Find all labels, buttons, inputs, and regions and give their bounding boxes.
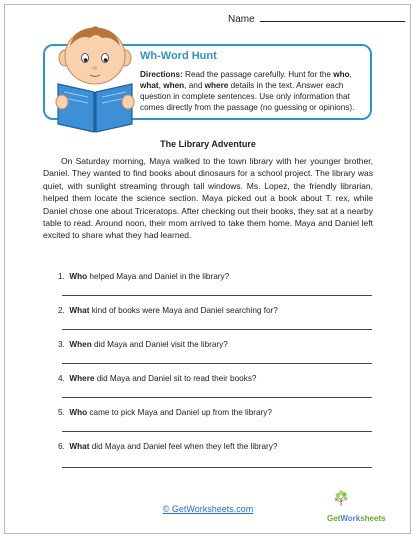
question-3 [58,340,228,349]
getworksheets-logo [327,514,386,523]
directions-what: what [140,81,159,90]
question-4 [58,374,256,383]
question-text: did Maya and Daniel sit to read their books? [94,374,257,383]
question-text: did Maya and Daniel feel when they left the library? [89,442,278,451]
question-number: 1. [58,272,65,281]
question-wh-word: What [69,306,90,315]
footer-copyright-link[interactable]: © GetWorksheets.com [162,504,254,514]
question-1 [58,272,229,281]
directions-sep1: , [349,70,352,79]
question-wh-word: Where [69,374,95,383]
directions-part1: Read the passage carefully. Hunt for the [185,70,334,79]
passage-text: On Saturday morning, Maya walked to the town library with her younger brother, Daniel. They wanted to find books about dinosaurs for a school project. The library was quiet, with sunlight streaming through tall windows. Ms. Lopez, the friendly librarian, helped them locate the science section. Maya picked out a book about T. rex, while Daniel chose one about Triceratops. After checking out their books, they sat at a nearby table to read. Around noon, their mom arrived to take them home. Maya and Daniel left excited to share what they had learned. [43,156,373,241]
directions-label: Directions: [140,70,183,79]
question-wh-word: What [69,442,90,451]
question-wh-word: When [69,340,92,349]
directions-sep2: , [158,81,164,90]
answer-line-4[interactable] [62,397,372,398]
directions-who: who [333,70,350,79]
name-field[interactable] [228,12,405,25]
question-6 [58,442,277,451]
answer-line-2[interactable] [62,329,372,330]
directions-sep3: , and [184,81,205,90]
question-wh-word: Who [69,408,88,417]
worksheet-title: Wh-Word Hunt [140,50,217,62]
question-number: 6. [58,442,65,451]
logo-get: Get [327,514,341,523]
question-text: came to pick Maya and Daniel up from the library? [87,408,272,417]
question-number: 4. [58,374,65,383]
name-label: Name [228,14,255,25]
passage-title: The Library Adventure [160,139,256,149]
directions-where: where [204,81,229,90]
logo-work: Work [340,514,361,523]
name-blank-line[interactable] [260,12,405,22]
logo-sheets: sheets [360,514,386,523]
child-reading-book-illustration [52,22,138,138]
answer-line-5[interactable] [62,431,372,432]
directions-when: when [163,81,185,90]
question-2 [58,306,278,315]
directions-part2: details in the text. Answer each question in complete sentences. Use only information that comes directly from the passage (no guessing or opinions). [140,81,355,112]
question-wh-word: Who [69,272,88,281]
question-5 [58,408,272,417]
tree-logo-icon [332,484,372,512]
question-text: did Maya and Daniel visit the library? [91,340,228,349]
question-number: 5. [58,408,65,417]
answer-line-1[interactable] [62,295,372,296]
question-number: 2. [58,306,65,315]
directions-text [140,69,367,113]
answer-line-6[interactable] [62,467,372,468]
question-number: 3. [58,340,65,349]
question-text: kind of books were Maya and Daniel searching for? [89,306,278,315]
question-text: helped Maya and Daniel in the library? [87,272,230,281]
answer-line-3[interactable] [62,363,372,364]
